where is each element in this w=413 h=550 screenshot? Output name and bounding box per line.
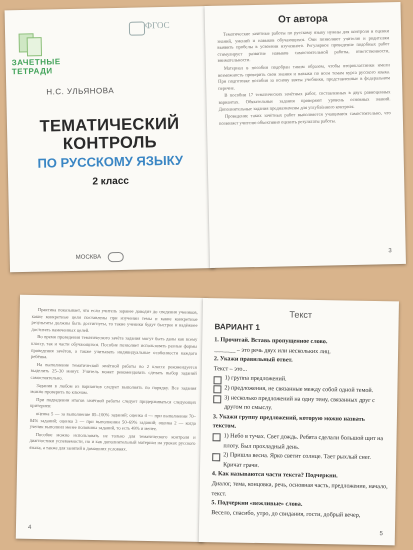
cover-page — [5, 6, 215, 272]
task-list — [211, 336, 390, 521]
answer-option: 3) несколько предложений на одну тему, связанных друг с другом по смыслу. — [213, 394, 389, 416]
test-page — [199, 298, 399, 545]
series-line-1: ЗАЧЕТНЫЕ — [11, 57, 61, 68]
guide-paragraph: При подведении итогов зачётной работы следует придерживаться следующих критериев: — [30, 396, 197, 409]
publisher-logo-icon — [108, 252, 124, 262]
page-number: 4 — [27, 524, 32, 531]
question-3: 3. Укажи группу предложений, которую можно назвать текстом. — [212, 413, 365, 430]
test-header: Текст — [289, 309, 313, 320]
preface-paragraph: Материал в пособии подобран таким образом, чтобы второклассники имели возможность проверить свои знания и навыки по всем темам курса русского языка. При подготовке пособия за основу взяты учебники, представленные в федеральном перечне. — [217, 62, 391, 91]
question-2: 2. Укажи правильный ответ. — [213, 356, 293, 364]
title-line-2: КОНТРОЛЬ — [62, 133, 158, 154]
preface-paragraph: Тематические зачётные работы по русскому языку нужны для контроля и оценки знаний, умений и навыков обучающихся. Они позволяют учителю и родителям выявить пробелы в усвоении изученного. Регулярное проведение подобных работ стимулирует развитие навыков самостоятельной работы, ответственности, внимательности. — [217, 28, 390, 64]
page-number: 5 — [379, 531, 383, 538]
book-subtitle: ПО РУССКОМУ ЯЗЫКУ — [37, 152, 184, 171]
preface-text — [217, 28, 391, 128]
series-name — [12, 57, 61, 76]
answer-option: 2) Пришла весна. Ярко светит солнце. Тает рыхлый снег. Кричат грачи. — [212, 451, 388, 473]
preface-heading: От автора — [277, 13, 328, 26]
guide-text — [29, 307, 198, 455]
guide-paragraph: Задания в любом из вариантов следует выполнять по порядку. Все задания можно проверить по ключам. — [30, 382, 197, 396]
question-1-blank: _______ – это речь двух или нескольких лиц. — [214, 346, 331, 355]
page-number: 3 — [388, 248, 392, 255]
guide-paragraph: оценка 5 — за выполнение 85–100% заданий; оценка 4 — при выполнении 70–84% заданий; оценка 3 — при выполнении 50–69% заданий; оценка 2 — когда ученик выполнил менее половины заданий, то есть 49% и менее. — [29, 410, 196, 432]
question-1: 1. Прочитай. Вставь пропущенное слово. — [214, 337, 328, 346]
checkbox-icon[interactable] — [213, 386, 221, 394]
guide-paragraph: Во время проведения тематического зачёта задания могут быть даны как всему классу, так и части обучающихся. Пособие позволяет использовать разные формы проведения зачётов, а также учитывать индивидуальные особенности каждого ребёнка. — [30, 334, 198, 360]
question-5: 5. Подчеркни «вежливые» слова. — [211, 500, 303, 508]
series-line-2: ТЕТРАДИ — [11, 66, 53, 77]
preface-page — [205, 2, 406, 268]
author: Н.С. УЛЬЯНОВА — [46, 86, 115, 97]
checkbox-icon[interactable] — [212, 434, 220, 442]
question-2-stem: Текст – это... — [213, 365, 248, 373]
question-5-words: Весело, спасибо, утро, до свидания, гости, добрый вечер, — [211, 509, 361, 519]
checkbox-icon[interactable] — [213, 376, 221, 384]
preface-paragraph: В пособии 17 тематических зачётных работ, составленных в двух равноценных вариантах. Обязательные задания проверяют уровень основных знаний. Дополнительные задания предназначены для углублённого контроля. — [218, 89, 391, 112]
fgos-icon — [129, 21, 145, 35]
checkbox-icon[interactable] — [212, 453, 220, 461]
guide-page — [16, 295, 208, 542]
book-title — [7, 114, 213, 154]
grade-label: 2 класс — [92, 175, 130, 188]
guide-paragraph: На выполнение тематической зачётной работы во 2 классе рекомендуется выделить 25–30 минут. Учитель может рекомендовать сделать выбор заданий самостоятельно. — [30, 361, 197, 381]
title-line-1: ТЕМАТИЧЕСКИЙ — [39, 114, 180, 136]
question-4-words: Диалог, тема, концовка, речь, основная часть, предложение, начало, текст. — [211, 481, 388, 497]
answer-option: 1) группа предложений. — [213, 375, 389, 388]
question-4: 4. Как называются части текста? Подчеркни. — [211, 471, 338, 480]
answer-option: 2) предложения, не связанные между собой одной темой. — [213, 384, 389, 397]
publisher-city: МОСКВА — [75, 254, 102, 261]
variant-label: ВАРИАНТ 1 — [214, 322, 260, 332]
fgos-label: ФГОС — [144, 19, 170, 31]
answer-option: 1) Небо в тучах. Свет дождь. Ребята сделали большой щит на плоту. Был прохладный день. — [212, 432, 388, 454]
guide-paragraph: Практика показывает, что если учитель заранее доводит до сведения учеников, какие конкретные цели поставлены при изучении темы и какие конкретные результаты должны быть достигнуты, то такие ученики будут быстрее и надёжнее достигать намеченных целей. — [31, 307, 198, 333]
preface-paragraph: Проведение таких зачётных работ выполняется учащимися самостоятельно, что позволяет учителю объективно оценить результаты работы. — [218, 110, 391, 126]
guide-paragraph: Пособие можно использовать не только для тематического контроля и диагностики успеваемости, но и как дополнительный материал на уроках русского языка, а также для занятий в домашних условиях. — [29, 431, 196, 452]
checkbox-icon[interactable] — [213, 395, 221, 403]
